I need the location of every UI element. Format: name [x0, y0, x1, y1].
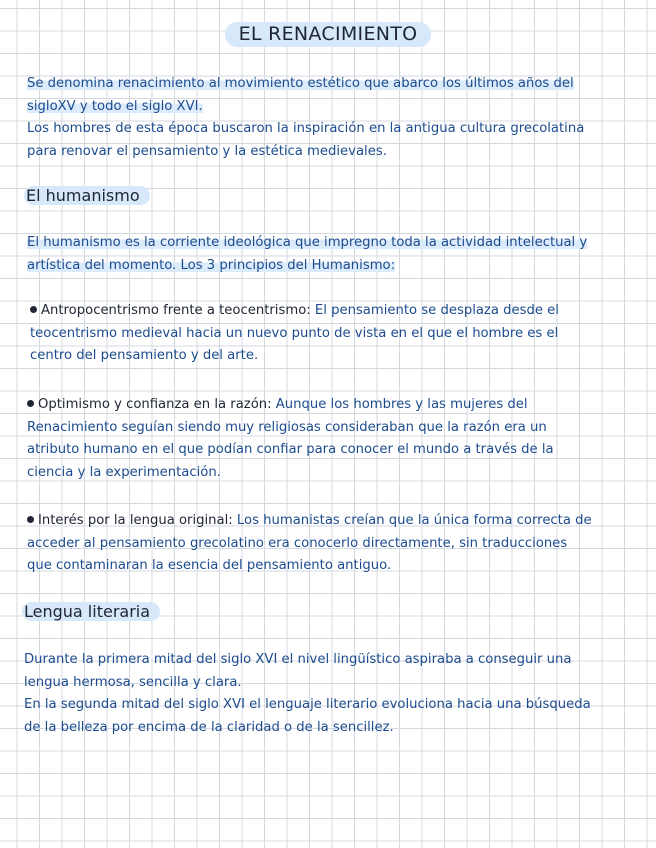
heading-lengua-literaria: Lengua literaria	[22, 602, 160, 621]
intro-paragraph	[27, 73, 642, 163]
principle-optimismo	[27, 394, 646, 484]
principle-term: Antropocentrismo frente a teocentrismo:	[41, 303, 311, 318]
principle-first-line	[30, 300, 646, 323]
intro-line: sigloXV y todo el siglo XVI.	[27, 98, 203, 114]
principle-first-line	[27, 510, 646, 533]
intro-line: Los hombres de esta época buscaron la inspiración en la antigua cultura grecolatina	[27, 121, 585, 136]
page-title: EL RENACIMIENTO	[225, 22, 432, 47]
principle-line: centro del pensamiento y del arte.	[30, 348, 259, 363]
intro-line: para renovar el pensamiento y la estética medievales.	[27, 143, 387, 159]
principle-antropocentrismo	[30, 300, 646, 368]
lengua-line: Durante la primera mitad del siglo XVI el nivel lingüístico aspiraba a conseguir una	[24, 652, 572, 667]
principle-line: que contaminaran la esencia del pensamiento antiguo.	[27, 558, 392, 573]
principle-term: Interés por la lengua original:	[38, 513, 233, 528]
principle-text: El pensamiento se desplaza desde el	[310, 303, 559, 318]
bullet-dot-icon	[30, 306, 37, 313]
heading-humanismo: El humanismo	[24, 186, 150, 205]
principle-interes-lengua	[27, 510, 646, 578]
humanismo-intro-paragraph	[27, 232, 642, 277]
principle-term: Optimismo y confianza en la razón:	[38, 397, 272, 412]
principle-line: ciencia y la experimentación.	[27, 464, 221, 480]
lengua-line: lengua hermosa, sencilla y clara.	[24, 674, 242, 690]
principle-line: atributo humano en el que podían confiar para conocer el mundo a través de la	[27, 442, 554, 457]
lengua-paragraph	[24, 649, 642, 739]
bullet-dot-icon	[27, 516, 34, 523]
principle-line: Renacimiento seguían siendo muy religiosas consideraban que la razón era un	[27, 419, 547, 435]
intro-line: Se denomina renacimiento al movimiento estético que abarco los últimos años del	[27, 76, 574, 91]
principle-line: acceder al pensamiento grecolatino era conocerlo directamente, sin traducciones	[27, 535, 568, 551]
bullet-dot-icon	[27, 400, 34, 407]
principle-text: Aunque los hombres y las mujeres del	[271, 397, 528, 412]
humanismo-intro-line: artística del momento. Los 3 principios del Humanismo:	[27, 257, 396, 273]
principle-text: Los humanistas creían que la única forma correcta de	[232, 513, 592, 528]
principle-line: teocentrismo medieval hacia un nuevo punto de vista en el que el hombre es el	[30, 325, 559, 341]
lengua-line: de la belleza por encima de la claridad o de la sencillez.	[24, 719, 394, 735]
humanismo-intro-line: El humanismo es la corriente ideológica que impregno toda la actividad intelectual y	[27, 235, 588, 250]
lengua-line: En la segunda mitad del siglo XVI el lenguaje literario evoluciona hacia una búsqueda	[24, 697, 591, 712]
title-wrap	[0, 22, 656, 47]
principle-first-line	[27, 394, 646, 417]
